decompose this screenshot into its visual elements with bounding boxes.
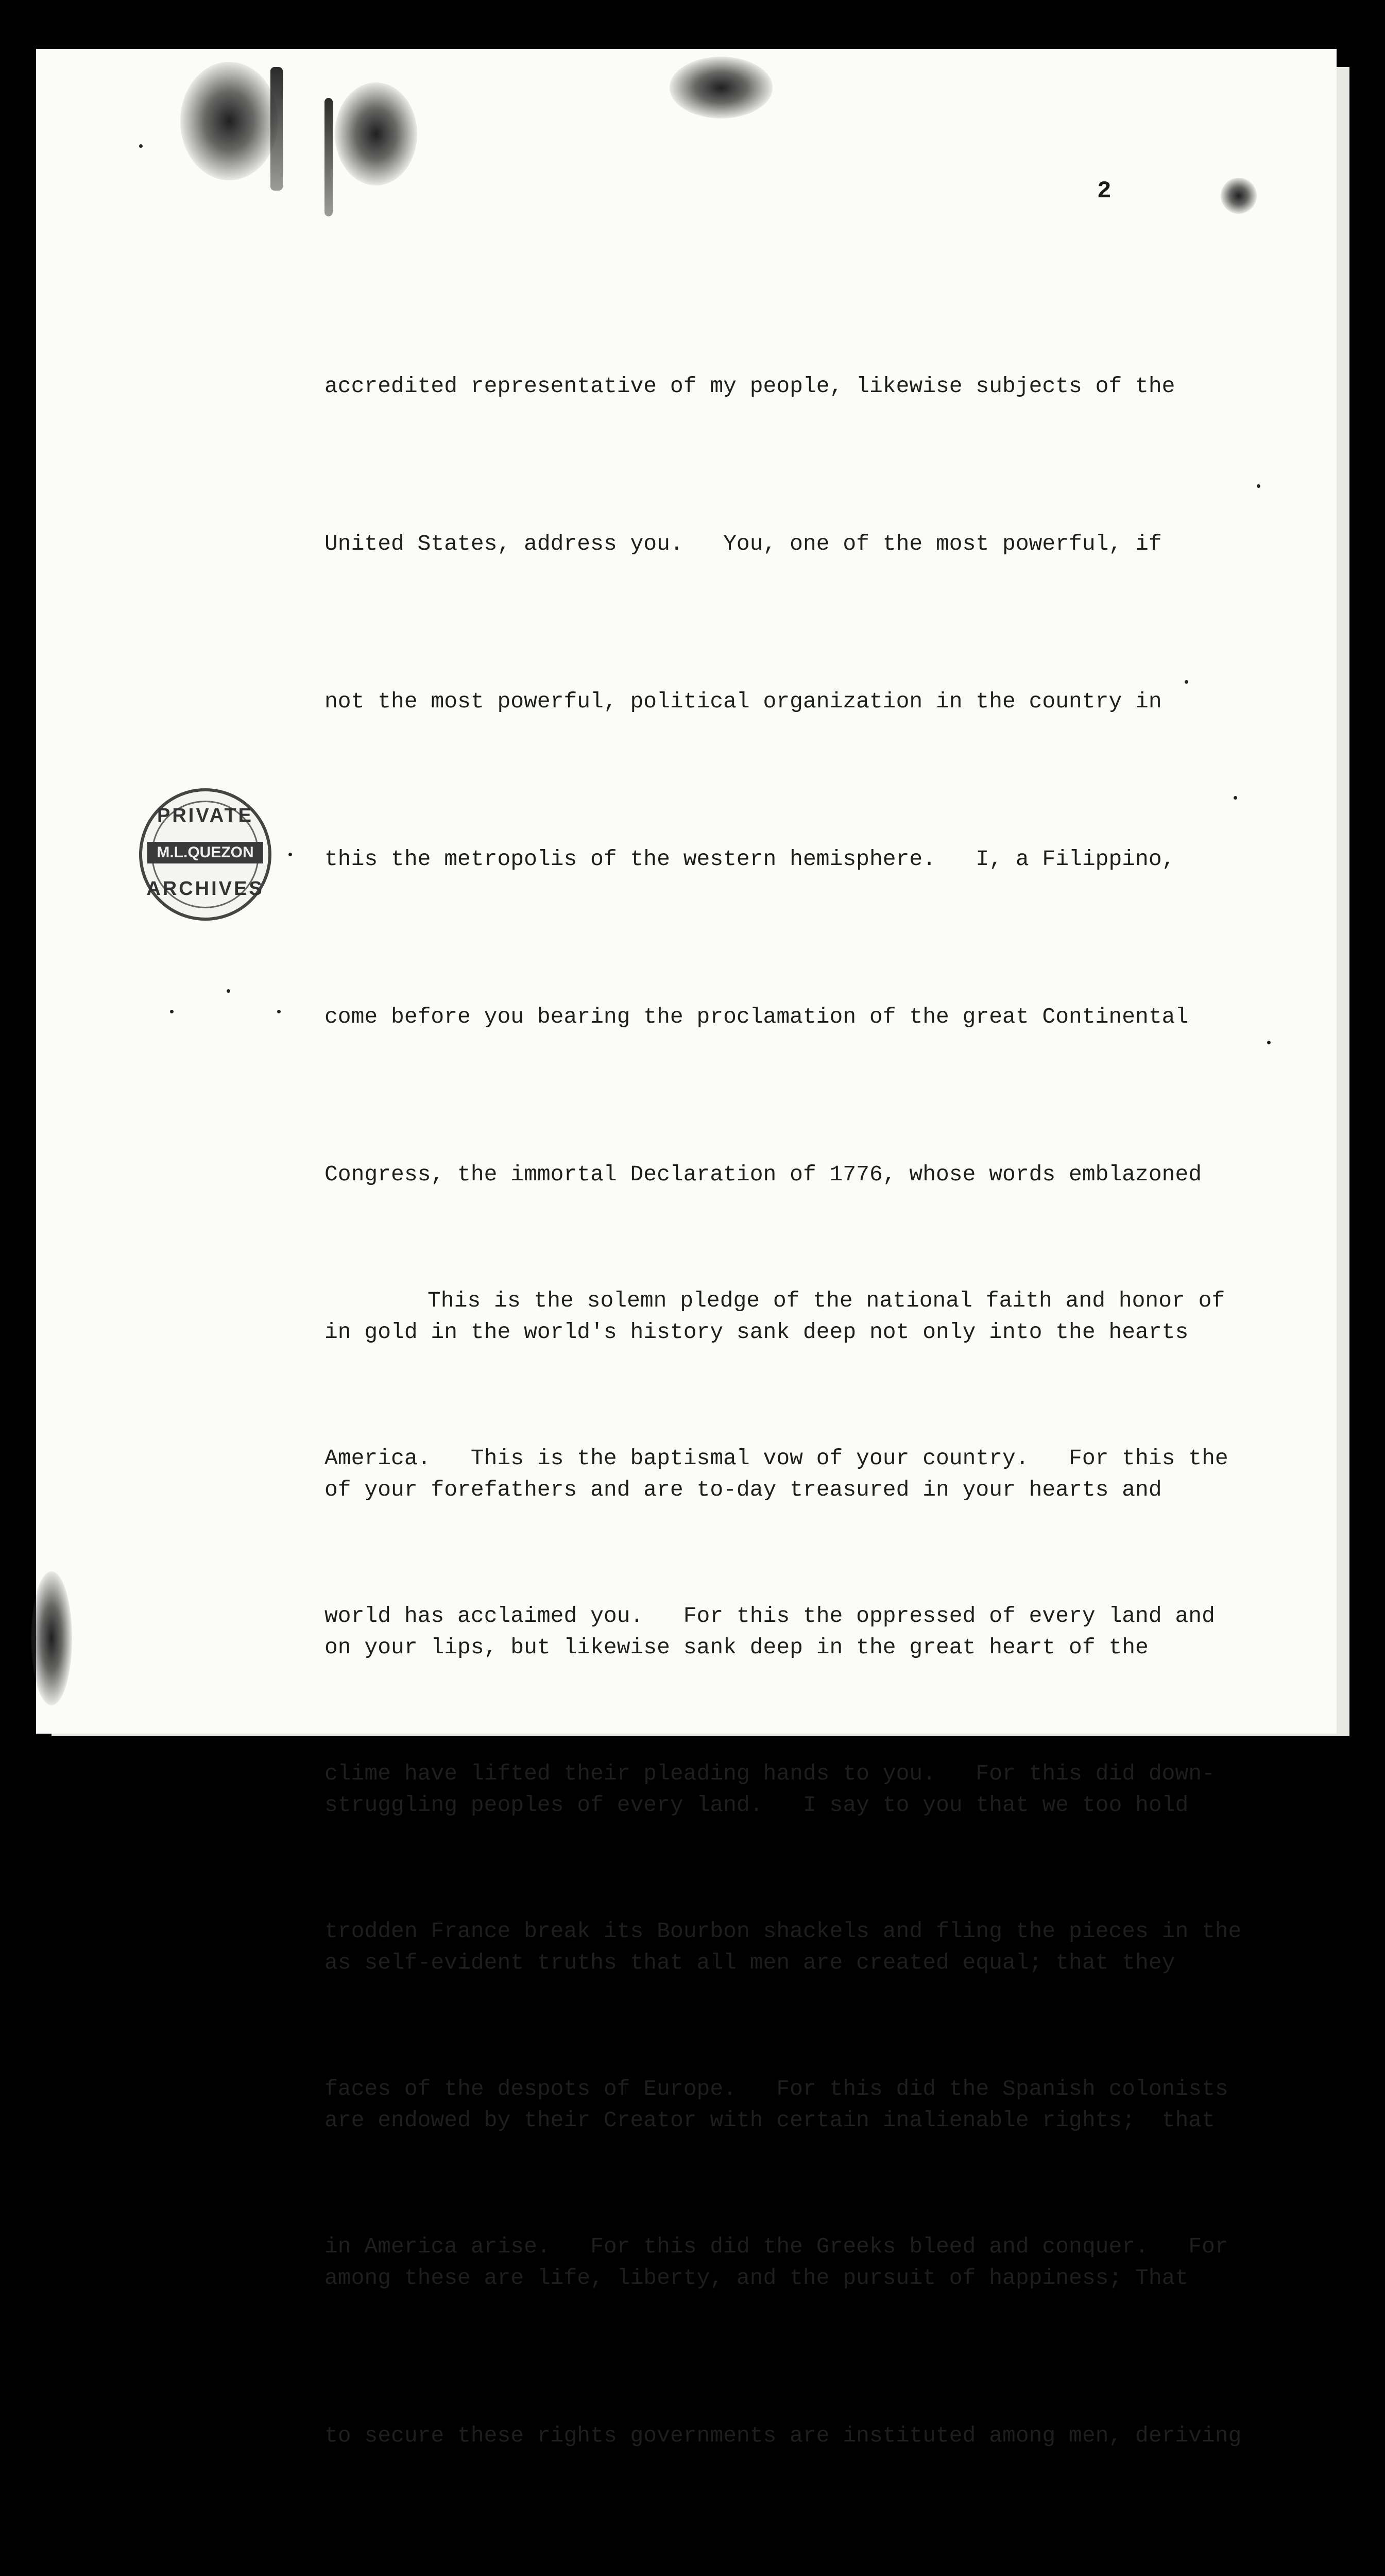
text-line: this the metropolis of the western hemisphere. I, a Filippino, [324,846,1175,872]
text-line: struggling peoples of every land. I say to you that we too hold [324,1792,1189,1818]
text-line: Congress, the immortal Declaration of 1776, whose words emblazoned [324,1162,1202,1187]
ink-smudge [180,62,278,180]
stamp-bottom-text: ARCHIVES [146,878,264,900]
archive-stamp [139,788,271,921]
page-number: 2 [1097,178,1112,205]
ink-smudge [670,57,773,118]
speck [227,989,230,993]
text-line: accredited representative of my people, likewise subjects of the [324,374,1175,399]
text-line: in America arise. For this did the Greeks bleed and conquer. For [324,2234,1228,2259]
text-line: America. This is the baptismal vow of your country. For this the [324,1446,1228,1471]
text-line: of your forefathers and are to-day treasured in your hearts and [324,1477,1162,1502]
text-line [324,2567,1283,2576]
speck [288,853,292,856]
paragraph-2 [324,1170,1283,2326]
text-line: trodden France break its Bourbon shackels and fling the pieces in the [324,1919,1242,1944]
text-line: This is the solemn pledge of the national faith and honor of [428,1288,1225,1313]
speck [277,1010,281,1013]
text-line: are endowed by their Creator with certain inalienable rights; that [324,2108,1215,2133]
text-line: to secure these rights governments are instituted among men, deriving [324,2423,1242,2448]
stamp-top-text: PRIVATE [157,805,254,826]
text-line: in gold in the world's history sank deep not only into the hearts [324,1319,1189,1345]
text-line: among these are life, liberty, and the pursuit of happiness; That [324,2265,1189,2291]
text-line: world has acclaimed you. For this the oppressed of every land and [324,1603,1215,1629]
ink-streak [324,98,333,216]
text-line: on your lips, but likewise sank deep in the great heart of the [324,1635,1149,1660]
ink-smudge [31,1571,72,1705]
stamp-name-text: M.L.QUEZON [147,842,263,863]
text-line: as self-evident truths that all men are created equal; that they [324,1950,1175,1975]
ink-smudge [335,82,417,185]
ink-smudge [1221,178,1257,214]
text-line: not the most powerful, political organization in the country in [324,689,1162,714]
text-line: come before you bearing the proclamation of the great Continental [324,1004,1189,1029]
text-line: United States, address you. You, one of the most powerful, if [324,531,1162,556]
text-line: faces of the despots of Europe. For this did the Spanish colonists [324,2076,1228,2102]
ink-streak [270,67,283,191]
speck [170,1010,174,1013]
speck [139,144,143,148]
text-line: clime have lifted their pleading hands to you. For this did down- [324,1761,1215,1786]
